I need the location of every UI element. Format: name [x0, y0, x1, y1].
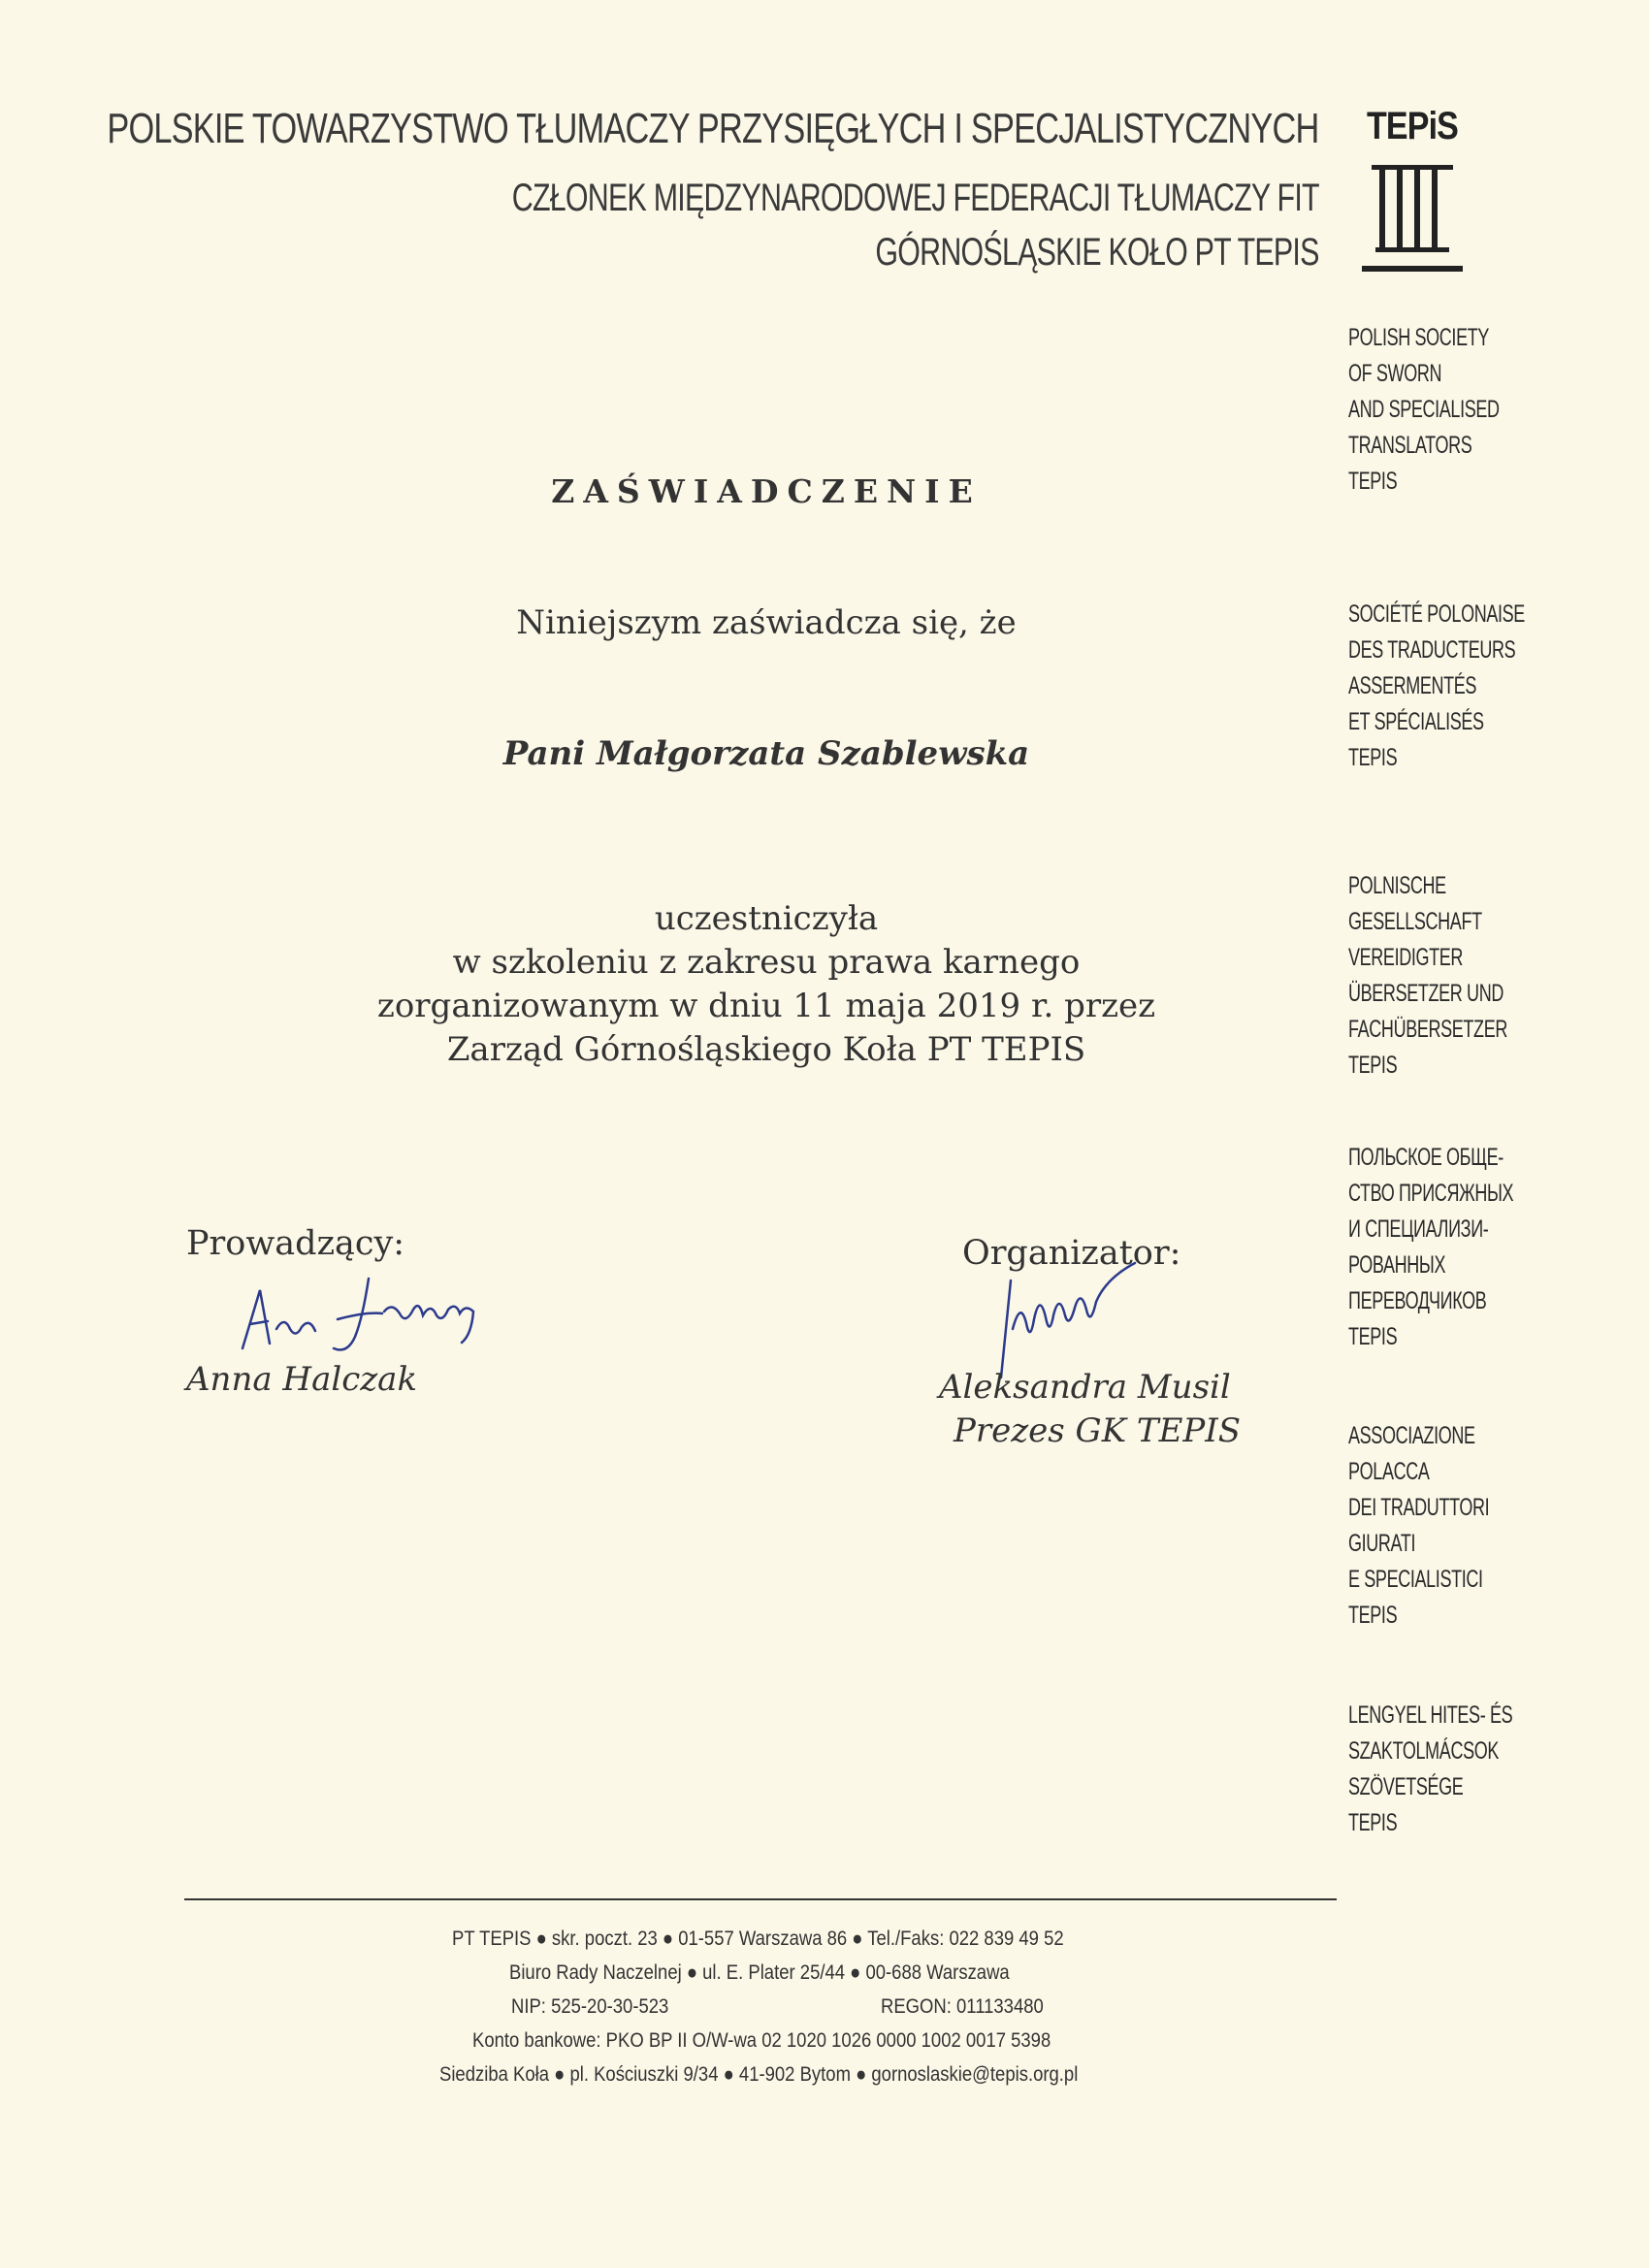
instructor-label: Prowadzący: [186, 1224, 405, 1263]
side-line: СТВО ПРИСЯЖНЫХ [1348, 1180, 1514, 1207]
side-line: SOCIÉTÉ POLONAISE [1348, 600, 1525, 628]
instructor-name: Anna Halczak [186, 1360, 418, 1399]
participant-name: Pani Małgorzata Szablewska [502, 734, 1030, 773]
side-line: DES TRADUCTEURS [1348, 636, 1516, 664]
side-line: TEPIS [1348, 1323, 1398, 1350]
side-line: POLISH SOCIETY [1348, 324, 1490, 351]
side-line: ASSERMENTÉS [1348, 672, 1477, 699]
side-line: POLNISCHE [1348, 872, 1446, 899]
side-line: ET SPÉCIALISÉS [1348, 708, 1484, 735]
body-text [194, 897, 1339, 1072]
side-line: SZÖVETSÉGE [1348, 1773, 1464, 1800]
footer-bank-line: Konto bankowe: PKO BP II O/W-wa 02 1020 1026 0000 1002 0017 5398 [472, 2029, 1051, 2052]
footer-office-line: Biuro Rady Naczelnej ● ul. E. Plater 25/44 ● 00-688 Warszawa [509, 1961, 1010, 1984]
side-line: TEPIS [1348, 1052, 1398, 1079]
side-line: TEPIS [1348, 468, 1398, 495]
side-block-german [1348, 868, 1507, 1084]
body-line: w szkoleniu z zakresu prawa karnego [452, 943, 1081, 982]
side-block-hungarian [1348, 1698, 1512, 1841]
side-line: GIURATI [1348, 1530, 1416, 1557]
organizer-role: Prezes GK TEPIS [954, 1411, 1242, 1450]
side-line: GESELLSCHAFT [1348, 908, 1482, 935]
side-line: ПЕРЕВОДЧИКОВ [1348, 1287, 1487, 1314]
footer-address-line: PT TEPIS ● skr. poczt. 23 ● 01-557 Warszawa 86 ● Tel./Faks: 022 839 49 52 [452, 1928, 1064, 1950]
header-fit-member: CZŁONEK MIĘDZYNARODOWEJ FEDERACJI TŁUMACZY FIT [511, 177, 1319, 219]
header-org-name: POLSKIE TOWARZYSTWO TŁUMACZY PRZYSIĘGŁYCH I SPECJALISTYCZNYCH [107, 105, 1319, 152]
side-line: И СПЕЦИАЛИЗИ- [1348, 1215, 1489, 1243]
body-line: zorganizowanym w dniu 11 maja 2019 r. przez [376, 987, 1156, 1025]
side-line: OF SWORN [1348, 360, 1442, 387]
side-line: TEPIS [1348, 744, 1398, 771]
side-line: FACHÜBERSETZER [1348, 1016, 1507, 1043]
side-line: TRANSLATORS [1348, 432, 1472, 459]
side-line: DEI TRADUTTORI [1348, 1494, 1490, 1521]
side-line: ÜBERSETZER UND [1348, 980, 1504, 1007]
body-line: Zarząd Górnośląskiego Koła PT TEPIS [446, 1030, 1086, 1069]
footer-divider [184, 1898, 1337, 1900]
side-line: SZAKTOLMÁCSOK [1348, 1737, 1500, 1765]
side-line: РОВАННЫХ [1348, 1251, 1446, 1279]
side-line: POLACCA [1348, 1458, 1430, 1485]
organizer-label: Organizator: [962, 1234, 1181, 1273]
side-line: AND SPECIALISED [1348, 396, 1500, 423]
side-block-italian [1348, 1418, 1489, 1634]
footer-seat-line: Siedziba Koła ● pl. Kościuszki 9/34 ● 41-902 Bytom ● gornoslaskie@tepis.org.pl [439, 2063, 1079, 2086]
footer-nip: NIP: 525-20-30-523 [511, 1995, 669, 2018]
logo-columns-icon [1354, 105, 1471, 277]
organizer-name: Aleksandra Musil [939, 1368, 1231, 1407]
side-block-english [1348, 320, 1500, 500]
side-line: ASSOCIAZIONE [1348, 1422, 1475, 1449]
side-line: LENGYEL HITES- ÉS [1348, 1701, 1513, 1729]
side-line: TEPIS [1348, 1809, 1398, 1836]
body-line: uczestniczyła [654, 899, 879, 938]
side-line: TEPIS [1348, 1602, 1398, 1629]
tepis-logo [1354, 105, 1471, 277]
side-line: E SPECIALISTICI [1348, 1566, 1483, 1593]
footer-regon: REGON: 011133480 [881, 1995, 1044, 2018]
header-branch: GÓRNOŚLĄSKIE KOŁO PT TEPIS [875, 231, 1319, 274]
side-block-russian [1348, 1140, 1513, 1355]
intro-text: Niniejszym zaświadcza się, że [516, 603, 1017, 642]
side-line: ПОЛЬСКОЕ ОБЩЕ- [1348, 1144, 1504, 1171]
side-block-french [1348, 597, 1525, 776]
logo-text: TEPiS [1366, 105, 1459, 147]
document-title: ZAŚWIADCZENIE [551, 472, 982, 510]
side-line: VEREIDIGTER [1348, 944, 1464, 971]
